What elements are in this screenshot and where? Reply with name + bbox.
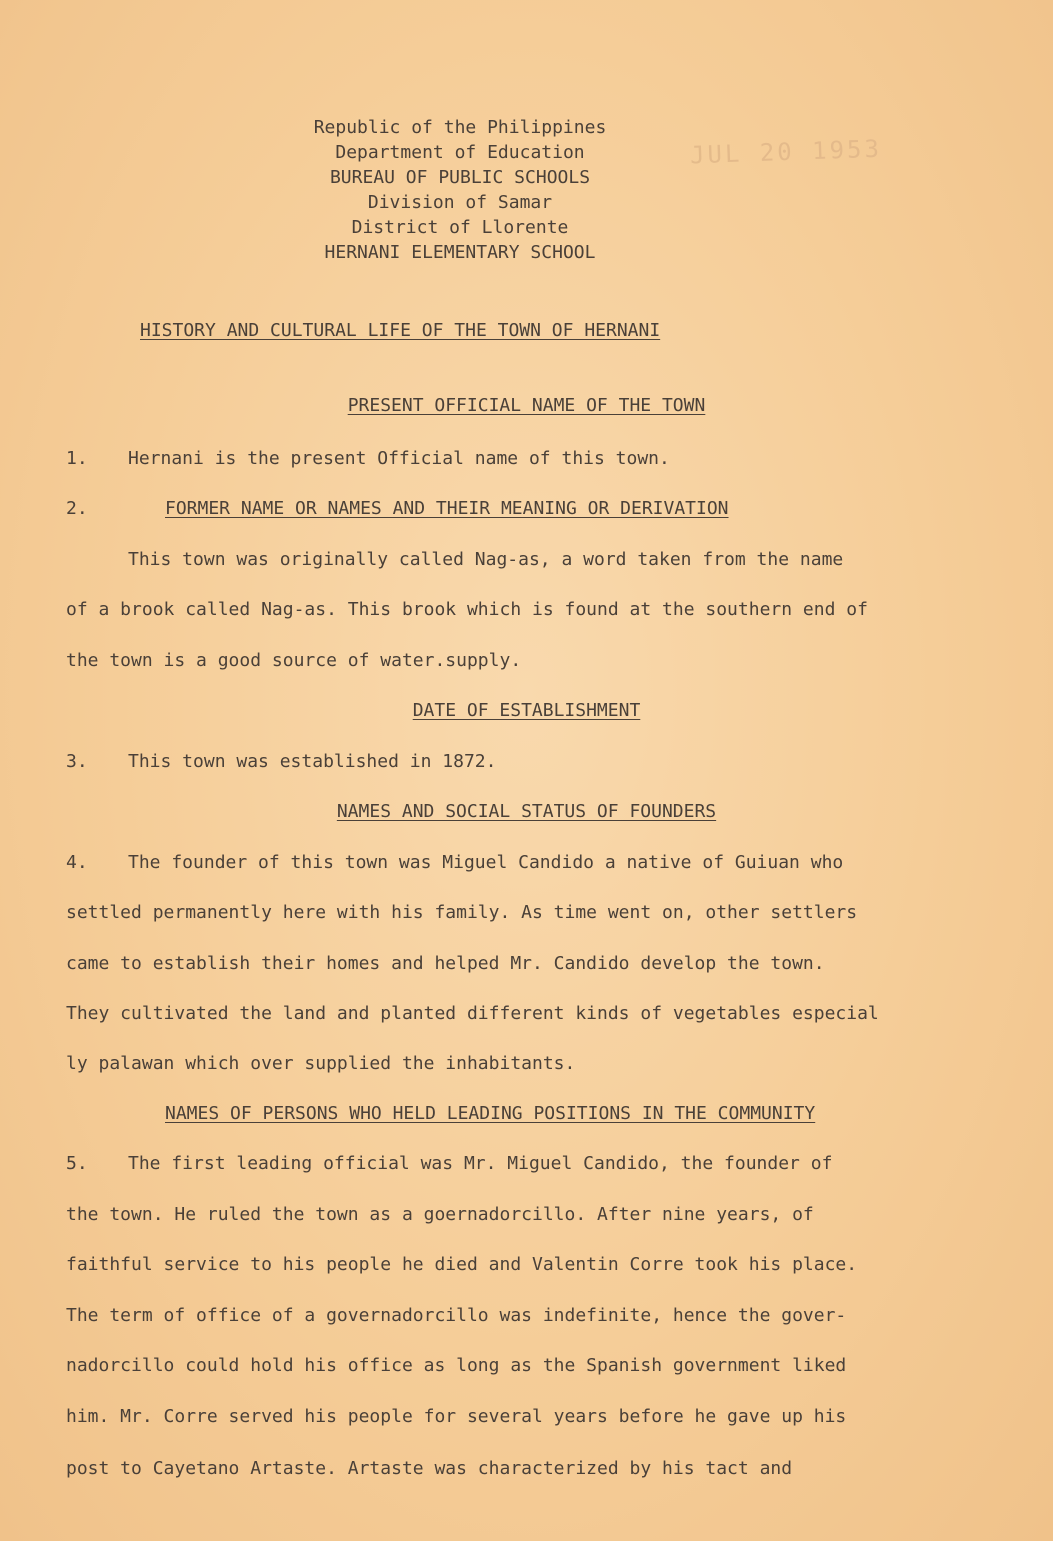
item-number: 3. [66, 751, 88, 772]
paragraph-line: The term of office of a governadorcillo was indefinite, hence the gover- [66, 1305, 847, 1326]
paragraph-line: This town was originally called Nag-as, a word taken from the name [128, 549, 844, 570]
paragraph-line: They cultivated the land and planted different kinds of vegetables especial [66, 1003, 879, 1024]
letterhead [250, 115, 670, 265]
paragraph-line: The founder of this town was Miguel Candido a native of Guiuan who [128, 852, 844, 873]
letterhead-line: BUREAU OF PUBLIC SCHOOLS [329, 167, 591, 188]
item-number: 1. [66, 448, 88, 469]
document-title: HISTORY AND CULTURAL LIFE OF THE TOWN OF HERNANI [140, 320, 661, 341]
item-number: 5. [66, 1153, 88, 1174]
paragraph-line: nadorcillo could hold his office as long as the Spanish government liked [66, 1355, 847, 1376]
section-heading: FORMER NAME OR NAMES AND THEIR MEANING OR DERIVATION [165, 498, 729, 519]
paragraph-line: him. Mr. Corre served his people for several years before he gave up his [66, 1406, 847, 1427]
letterhead-line: District of Llorente [351, 217, 569, 238]
section-heading: DATE OF ESTABLISHMENT [412, 700, 641, 721]
paragraph-line: faithful service to his people he died and Valentin Corre took his place. [66, 1254, 858, 1275]
item-number: 4. [66, 852, 88, 873]
paragraph-line: The first leading official was Mr. Miguel Candido, the founder of [128, 1153, 833, 1174]
letterhead-line: Division of Samar [367, 192, 553, 213]
paragraph-line: came to establish their homes and helped Mr. Candido develop the town. [66, 953, 825, 974]
letterhead-line: HERNANI ELEMENTARY SCHOOL [324, 242, 596, 263]
paragraph-line: ly palawan which over supplied the inhabitants. [66, 1053, 576, 1074]
item-number: 2. [66, 498, 88, 519]
date-stamp: JUL 20 1953 [689, 134, 883, 170]
paragraph-line: the town is a good source of water.supply. [66, 650, 522, 671]
paragraph-line: Hernani is the present Official name of this town. [128, 448, 670, 469]
section-heading: NAMES OF PERSONS WHO HELD LEADING POSITIONS IN THE COMMUNITY [165, 1103, 816, 1124]
section-heading: PRESENT OFFICIAL NAME OF THE TOWN [347, 395, 706, 416]
paragraph-line: This town was established in 1872. [128, 751, 497, 772]
section-heading: NAMES AND SOCIAL STATUS OF FOUNDERS [336, 801, 717, 822]
paragraph-line: post to Cayetano Artaste. Artaste was characterized by his tact and [66, 1458, 793, 1479]
paragraph-line: the town. He ruled the town as a goernadorcillo. After nine years, of [66, 1204, 814, 1225]
paragraph-line: settled permanently here with his family. As time went on, other settlers [66, 902, 858, 923]
paragraph-line: of a brook called Nag-as. This brook which is found at the southern end of [66, 599, 868, 620]
letterhead-line: Republic of the Philippines [313, 117, 607, 138]
letterhead-line: Department of Education [335, 142, 585, 163]
